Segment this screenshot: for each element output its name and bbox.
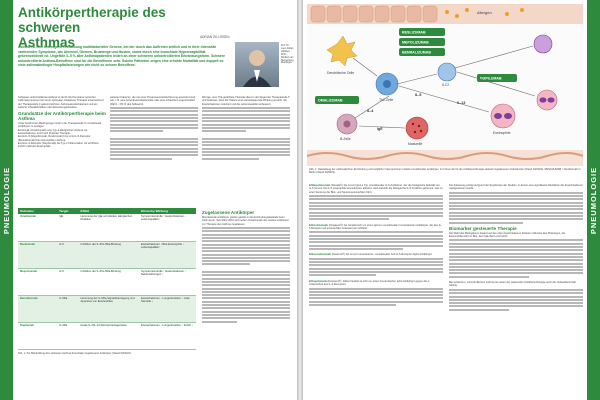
para-reslizumab: ■ Reslizumab (Cinqaero®): Es handelt sich um einen IgG4-κ monoklonalen humanisierten Antikörper, der den IL-5 Rezeptor auf eosinophilen Granulozyten inhibiert. bbox=[309, 222, 442, 230]
table-cell-effect: Inhibition der IL-5/IL-5Ra-Bindung bbox=[79, 241, 140, 268]
sub-heading-2: Zugelassene Antikörper bbox=[202, 210, 255, 215]
label-il5: IL-5 bbox=[415, 93, 422, 97]
table-cell-clinical: Symptomkontrolle ↑ Exazerbationen ↓ Nebenwirkungen ↓ bbox=[139, 268, 196, 295]
cell-eosinophil-3 bbox=[534, 35, 552, 53]
author-name: ADRIAN GILLISSEN bbox=[200, 35, 230, 39]
table-header: Substanz bbox=[18, 208, 57, 214]
table-row bbox=[18, 241, 196, 268]
label-il13: IL-13 bbox=[457, 101, 466, 105]
section-label: PNEUMOLOGIE bbox=[2, 166, 12, 234]
cell-mast bbox=[406, 117, 428, 146]
table-cell-target: IL-5Ra bbox=[57, 295, 78, 322]
label-dupilumab: DUPILUMAB bbox=[480, 76, 502, 81]
table-cell-effect: Inhibition der IL-5/IL-5Ra-Bindung bbox=[79, 268, 140, 295]
author-photo bbox=[235, 42, 279, 87]
table-cell-drug: Omalizumab bbox=[18, 214, 57, 241]
column-3-lower bbox=[202, 208, 290, 324]
table-row bbox=[18, 214, 196, 241]
table-caption: Tab. 1: Zur Behandlung des schweren Asthma bronchiale zugelassene Antikörper (Stand 03/2022). bbox=[18, 351, 132, 355]
table-header: Target bbox=[57, 208, 78, 214]
closing-text: Bei schwerem, unkontrolliertem Asthma ist neben der passenden Antikörpertherapie auch die Verlaufskontrolle wichtig. bbox=[449, 281, 576, 288]
cell-eosinophil bbox=[491, 104, 515, 135]
table-cell-target: IL-5 bbox=[57, 241, 78, 268]
left-page bbox=[0, 0, 297, 400]
intro-text: Schweres unkontrolliertes Asthma ist durch die Persistenz typischer Asthmasymptome trotz einer optimalen inhalativen Therapie entsprechend der Therapiestufe 4 gekennzeichnet. Asthma-Exazerbationen und ein weiterer Charakteristikum der Erkrankungssituation. bbox=[18, 96, 104, 109]
table-row bbox=[18, 322, 196, 349]
table-cell-drug: Dupilumab bbox=[18, 322, 57, 349]
label-mepolizumab: MEPOLIZUMAB bbox=[402, 40, 429, 45]
author-caption: Prof. Dr. med. Adrian Gillissen, M.Sc., Klinikum am Steinenberg, Reutlingen bbox=[281, 45, 295, 65]
lead-paragraph: Asthma ist eine heterogene Erkrankung multifaktorieller Genese, bei der durch das Auftreten zeitlich und in ihrer Intensität variierender Symptome, wie Atemnot, Giemen, Brustenge und Husten, sowie durch eine bronchiale Hyperreagibilität gekennzeichnet ist. Ungefähr 3–5 % aller Asthmapatienten leiden an einer schweren unkontrollierten Erkrankungsform. Schwere unkontrollierte Asthma-Betroffene sind für die Betroffenen sehr. Solche Patienten zeigen eine erhöhte Mortalität und doppelt so viele asthmabedingte Hospitalisierungen wie nicht so schwer Betroffene. bbox=[18, 45, 225, 68]
right-col-text: Wenige, eine Th2-gerichtete Therapie dient in der Regel der Therapiestufe 5 und bedeutet, dass der Patient eine steroidsparende Wirkung erreicht, die Exazerbationen reduziert und die Lebensqualität verbessert. bbox=[202, 96, 290, 106]
para-mepolizumab: ■ Mepolizumab (Nucala®): Es ist ein IgG1-κ Typ monoklonaler IL-5-Antikörper, der die biologische Aktivität von IL-5 hemmt. Da IL-5 eosinophile Granulozyten aktiviert, wird dadurch die biologische IL-5 Funktion gehemmt, was zu einer Senkung der Blut- und Sputumeosinophilen führt. bbox=[309, 183, 443, 194]
table-cell-target: IL-5 bbox=[57, 268, 78, 295]
table-cell-clinical: Exazerbationen ↓ Lungenfunktion ↑ orale Steroide ↓ bbox=[139, 295, 196, 322]
section-label-right: PNEUMOLOGIE bbox=[589, 166, 599, 234]
table-header: Klinische Wirkung bbox=[139, 208, 196, 214]
para-dupilumab: ■ Dupilumab (Dupixent®): Dabei handelt es sich um einen humanisierten IgG4 Antikörper gegen die α-Untereinheit des IL-4 Rezeptors. bbox=[309, 278, 430, 286]
svg-text:ILC2: ILC2 bbox=[442, 83, 450, 87]
biomarker-text: Die Wahl des Biologikums basiert auf den oben beschriebenen Kriterien inklusive des Phänotyps, der Eosinophilenzahl im Blut, dem IgE-Wert und FeNO. bbox=[449, 231, 566, 238]
section-heading: Grundsätze der Antikörpertherapie beim Asthma bbox=[18, 111, 106, 122]
table-cell-clinical: Exazerbationen ↓ Blut-Eosinophile ↓ Lebensqualität ↑ bbox=[139, 241, 196, 268]
cell-ilc2 bbox=[438, 63, 456, 87]
svg-text:Th2-Zelle: Th2-Zelle bbox=[379, 98, 394, 102]
right-column-2 bbox=[449, 184, 583, 312]
bullet-3: ■ Anti-IL-4-Rezeptor (Dupilumab) bei Typ-2 Inflammation mit erhöhtem FeNO und/oder Eosinophilie. bbox=[18, 141, 99, 149]
table-cell-effect: Hemmung der IL-5Ra-Signalübertragung und Apoptose von Eosinophilen bbox=[79, 295, 140, 322]
para-benralizumab: ■ Benralizumab (Fasenra®): Es ist ein humanisierter, monoklonaler Anti-IL-5-Rezeptor-Alpha Antikörper. bbox=[309, 252, 433, 257]
table-cell-effect: Duale IL-4/IL-13-Rezeptorantagonisten bbox=[79, 322, 140, 349]
table-header: Effekt bbox=[79, 208, 140, 214]
label-reslizumab: RESLIZUMAB bbox=[402, 30, 426, 35]
cell-bcell bbox=[337, 114, 357, 141]
table-cell-target: IL-4Ra bbox=[57, 322, 78, 349]
col2-intro: Die Zulassung erfolgt aufgrund der Ergebnisse der Studien, in denen eine signifikante Reduktion der Exazerbationen nachgewiesen wurde. bbox=[449, 184, 583, 191]
svg-text:B-Zelle: B-Zelle bbox=[340, 137, 351, 141]
label-benralizumab: BENRALIZUMAB bbox=[402, 50, 431, 55]
svg-text:Eosinophile: Eosinophile bbox=[493, 131, 511, 135]
article-title: Antikörpertherapie des schweren Asthmas bbox=[18, 5, 166, 50]
label-omalizumab: OMALIZUMAB bbox=[318, 98, 343, 103]
column-3 bbox=[202, 96, 290, 161]
table-row bbox=[18, 295, 196, 322]
label-ige: IgE bbox=[377, 127, 383, 131]
middle-text: weiteren Faktoren, die mit einer Prognoseverschlechterung assoziiert sind, wie z. B. eine hohe Exazerbationsrate oder eine schlechte Lungenfunktion (FEV1 < 80 % des Sollwerts). bbox=[110, 96, 196, 106]
column-1 bbox=[18, 96, 106, 149]
bullet-2: ■ Anti-IL-5 (Mepolizumab, Reslizumab) bzw. Anti-IL-5-Rezeptor (Benralizumab) bei eosinophilem Asthma. bbox=[18, 135, 91, 142]
sub2-text: Monoklonale Antikörper greifen gezielt in die Entzündungskaskade beim Asthma ein. Seit März 2016 sind neben Omalizumab vier weitere Antikörper zur Therapie des Asthma zugelassen. bbox=[202, 216, 289, 226]
table-cell-drug: Benralizumab bbox=[18, 295, 57, 322]
table-row bbox=[18, 268, 196, 295]
right-column-1 bbox=[309, 184, 443, 307]
table-cell-clinical: Exazerbationen ↓ Lungenfunktion ↑ FeNO ↓ bbox=[139, 322, 196, 349]
table-cell-drug: Reslizumab bbox=[18, 241, 57, 268]
figure-caption: Abb. 1: Darstellung der asthmatischen Entzündung und möglicher Interventionen mittels monoklonaler Antikörper. Im Fokus die für die Antikörpertherapie aktuell zugelassenen Substanzen (Stand 03/2022). RESLIZUMAB = Reslizumab in Berlin (Stand 03/2022). bbox=[309, 168, 581, 175]
article-header bbox=[18, 5, 188, 50]
therapy-table bbox=[18, 208, 196, 355]
cell-eosinophil-2 bbox=[537, 90, 557, 110]
table-cell-drug: Mepolizumab bbox=[18, 268, 57, 295]
table-cell-target: IgE bbox=[57, 214, 78, 241]
label-allergen: Allergen bbox=[477, 10, 492, 15]
svg-text:Mastzelle: Mastzelle bbox=[408, 142, 423, 146]
table-cell-effect: Hemmung der IgE-vermittelten allergischen Reaktion bbox=[79, 214, 140, 241]
section-text: Unter bestimmten Bedingungen sind in der Therapiestufe 5 monoklonale Antikörper zu erwägen: bbox=[18, 122, 102, 129]
svg-text:Dendritische Zelle: Dendritische Zelle bbox=[327, 71, 355, 75]
cell-dendritic bbox=[327, 36, 357, 75]
right-page bbox=[303, 0, 600, 400]
bullet-1: ■ Anti-IgE (Omalizumab) vom Typ-2 allergischen Asthma mit Exazerbationen trotz hoch dosierter Therapie. bbox=[18, 128, 88, 136]
column-2 bbox=[110, 96, 198, 161]
table-cell-clinical: Symptomkontrolle ↑ Exazerbationen ↓ Lebensqualität ↑ bbox=[139, 214, 196, 241]
pathway-figure bbox=[307, 4, 583, 166]
label-il4: IL-4 bbox=[367, 109, 374, 113]
biomarker-heading: Biomarker gesteuerte Therapie bbox=[449, 225, 517, 231]
